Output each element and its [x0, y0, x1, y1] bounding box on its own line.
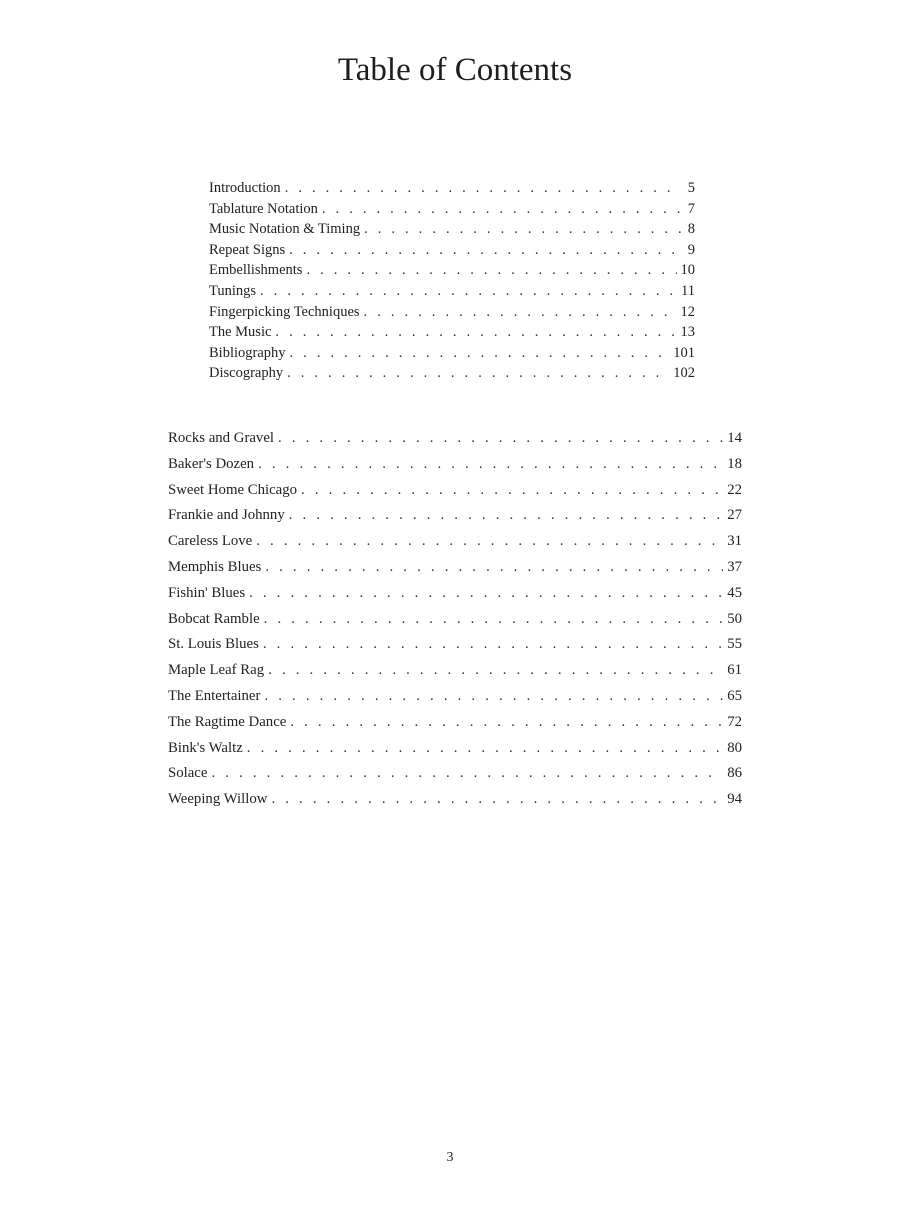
song-page: 55: [727, 636, 742, 653]
song-entry: [168, 555, 742, 581]
dot-leader: [364, 302, 677, 323]
song-page: 61: [727, 662, 742, 679]
toc-entry-page: 101: [673, 344, 695, 361]
song-page: 86: [727, 765, 742, 782]
song-title: Weeping Willow: [168, 791, 268, 808]
song-page: 72: [727, 713, 742, 730]
toc-entry-title: Tunings: [209, 282, 257, 299]
toc-entry: [209, 240, 695, 261]
song-entry: [168, 632, 742, 658]
song-page: 31: [727, 533, 742, 550]
toc-entry-page: 102: [673, 365, 695, 382]
dot-leader: [260, 281, 677, 302]
dot-leader: [287, 363, 669, 384]
dot-leader: [249, 581, 723, 607]
dot-leader: [285, 178, 681, 199]
dot-leader: [289, 503, 723, 529]
song-page: 94: [727, 791, 742, 808]
dot-leader: [256, 529, 723, 555]
song-entry: [168, 658, 742, 684]
toc-entry-page: 8: [687, 221, 695, 238]
toc-entry: [209, 363, 695, 384]
song-entry: [168, 529, 742, 555]
toc-entry: [209, 178, 695, 199]
song-list: [168, 426, 742, 813]
toc-entry-page: 11: [681, 282, 695, 299]
song-title: St. Louis Blues: [168, 636, 259, 653]
toc-entry: [209, 281, 695, 302]
song-page: 22: [727, 481, 742, 498]
toc-entry: [209, 302, 695, 323]
song-title: Memphis Blues: [168, 558, 262, 575]
song-page: 65: [727, 687, 742, 704]
dot-leader: [258, 452, 723, 478]
dot-leader: [268, 658, 723, 684]
song-entry: [168, 452, 742, 478]
dot-leader: [263, 632, 723, 658]
toc-entry-title: Embellishments: [209, 262, 303, 279]
song-entry: [168, 581, 742, 607]
front-matter-list: [209, 178, 695, 384]
song-title: Bobcat Ramble: [168, 610, 260, 627]
song-title: Sweet Home Chicago: [168, 481, 298, 498]
dot-leader: [265, 555, 723, 581]
page-number: 3: [446, 1150, 454, 1165]
dot-leader: [264, 607, 724, 633]
song-page: 37: [727, 558, 742, 575]
song-entry: [168, 736, 742, 762]
song-title: Bink's Waltz: [168, 739, 243, 756]
toc-entry-title: Bibliography: [209, 344, 286, 361]
dot-leader: [275, 322, 676, 343]
toc-entry-page: 10: [680, 262, 695, 279]
song-title: Careless Love: [168, 533, 253, 550]
dot-leader: [364, 219, 681, 240]
song-title: Baker's Dozen: [168, 455, 255, 472]
toc-entry: [209, 199, 695, 220]
song-entry: [168, 426, 742, 452]
song-entry: [168, 761, 742, 787]
dot-leader: [289, 240, 681, 261]
toc-entry-title: Tablature Notation: [209, 200, 318, 217]
dot-leader: [278, 426, 723, 452]
toc-entry-title: Discography: [209, 365, 284, 382]
toc-entry: [209, 322, 695, 343]
song-page: 50: [727, 610, 742, 627]
song-page: 80: [727, 739, 742, 756]
song-entry: [168, 684, 742, 710]
toc-entry-title: Music Notation & Timing: [209, 221, 361, 238]
song-entry: [168, 503, 742, 529]
song-title: Solace: [168, 765, 208, 782]
toc-entry-title: Fingerpicking Techniques: [209, 303, 360, 320]
song-page: 14: [727, 430, 742, 446]
song-page: 45: [727, 584, 742, 601]
song-title: Rocks and Gravel: [168, 430, 275, 446]
dot-leader: [290, 710, 723, 736]
song-entry: [168, 710, 742, 736]
song-title: Frankie and Johnny: [168, 507, 285, 524]
dot-leader: [264, 684, 723, 710]
dot-leader: [247, 736, 723, 762]
toc-entry: [209, 260, 695, 281]
page-title: Table of Contents: [337, 52, 573, 88]
toc-entry-title: Introduction: [209, 180, 281, 196]
song-entry: [168, 607, 742, 633]
toc-entry-title: The Music: [209, 324, 272, 341]
song-page: 27: [727, 507, 742, 524]
song-entry: [168, 787, 742, 813]
dot-leader: [271, 787, 723, 813]
toc-entry: [209, 219, 695, 240]
song-title: Fishin' Blues: [168, 584, 246, 601]
dot-leader: [306, 260, 676, 281]
toc-entry-page: 7: [687, 200, 695, 217]
song-entry: [168, 478, 742, 504]
song-page: 18: [727, 455, 742, 472]
toc-entry-page: 5: [687, 180, 695, 196]
dot-leader: [290, 343, 670, 364]
toc-entry-page: 13: [680, 324, 695, 341]
song-title: The Entertainer: [168, 687, 261, 704]
toc-entry-page: 12: [680, 303, 695, 320]
song-title: Maple Leaf Rag: [168, 662, 265, 679]
toc-entry: [209, 343, 695, 364]
toc-entry-page: 9: [687, 241, 695, 258]
dot-leader: [211, 761, 723, 787]
toc-entry-title: Repeat Signs: [209, 241, 286, 258]
song-title: The Ragtime Dance: [168, 713, 287, 730]
dot-leader: [322, 199, 681, 220]
dot-leader: [301, 478, 723, 504]
